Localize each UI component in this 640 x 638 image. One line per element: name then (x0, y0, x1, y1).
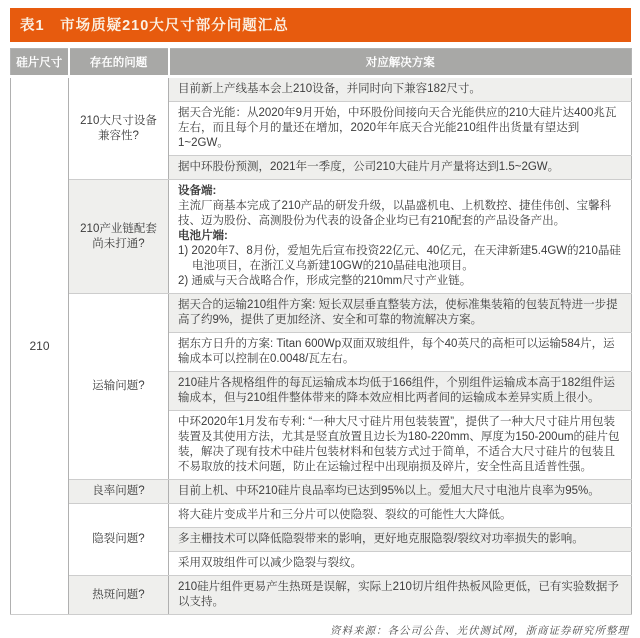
solution-line: 1) 2020年7、8月份，爱旭先后宣布投资22亿元、40亿元，在天津新建5.4GW的210晶硅电池项目，在浙江义乌新建10GW的210晶硅电池项目。 (178, 245, 621, 272)
problem-cell-microcrack: 隐裂问题? (69, 504, 169, 576)
solution-cell: 多主栅技术可以降低隐裂带来的影响，更好地克服隐裂/裂纹对功率损失的影响。 (169, 528, 632, 552)
solution-cell: 目前上机、中环210硅片良品率均已达到95%以上。爱旭大尺寸电池片良率为95%。 (169, 480, 632, 504)
solution-cell: 目前新上产线基本会上210设备，并同时向下兼容182尺寸。 (169, 77, 632, 102)
table-title: 表1 市场质疑210大尺寸部分问题汇总 (20, 18, 289, 34)
table-row (11, 504, 632, 528)
header-solution: 对应解决方案 (169, 49, 632, 77)
solution-cell: 据天合光能：从2020年9月开始，中环股份间接向天合光能供应的210大硅片达400兆瓦左右，而且每个月的量还在增加，2020年年底天合光能210组件出货量有望达到1~2GW。 (169, 102, 632, 156)
solution-cell: 中环2020年1月发布专利: “一种大尺寸硅片用包装装置”，提供了一种大尺寸硅片用包装装置及其使用方法，尤其是竖直放置且边长为180-220mm、厚度为150-200um的硅片包装，解决了现有技术中硅片包装材料和包装方式过于简单，不适合大尺寸硅片的包装且不易取放的技术问题，防止在运输过程中出现崩损及碎片，安全性高且适普性强。 (169, 411, 632, 480)
solution-line: 电池片端: (178, 230, 228, 242)
header-problem: 存在的问题 (69, 49, 169, 77)
solution-cell: 将大硅片变成半片和三分片可以使隐裂、裂纹的可能性大大降低。 (169, 504, 632, 528)
problem-cell-yield: 良率问题? (69, 480, 169, 504)
problem-cell-supply-chain: 210产业链配套尚未打通? (69, 180, 169, 294)
header-row (11, 49, 632, 77)
table-row (11, 180, 632, 294)
solution-line: 主流厂商基本完成了210产品的研发升级，以晶盛机电、上机数控、捷佳伟创、宝馨科技、迈为股份、高测股份为代表的设备企业均已有210配套的产品设备产出。 (178, 200, 612, 227)
wafer-size-cell: 210 (11, 77, 69, 615)
solution-cell: 采用双玻组件可以减少隐裂与裂纹。 (169, 552, 632, 576)
solution-line: 2) 通威与天合战略合作，形成完整的210mm尺寸产业链。 (178, 275, 472, 287)
solution-line: 设备端: (178, 185, 217, 197)
solution-cell: 210硅片各规格组件的每瓦运输成本均低于166组件，个别组件运输成本高于182组件运输成本，但与210组件整体带来的降本效应相比两者间的运输成本差异实质上很小。 (169, 372, 632, 411)
problem-cell-compatibility: 210大尺寸设备兼容性? (69, 77, 169, 180)
table-row (11, 77, 632, 102)
table-row (11, 480, 632, 504)
solution-cell: 据天合的运输210组件方案: 短长双层垂直整装方法，使标准集装箱的包装瓦特进一步提高了约9%，提供了更加经济、安全和可靠的物流解决方案。 (169, 294, 632, 333)
solution-cell: 据中环股份预测，2021年一季度，公司210大硅片月产量将达到1.5~2GW。 (169, 156, 632, 180)
table-row (11, 294, 632, 333)
issues-table (10, 48, 632, 615)
solution-cell (169, 180, 632, 294)
table-title-bar (10, 8, 631, 42)
source-note: 资料来源：各公司公告、光伏测试网，浙商证券研究所整理 (330, 626, 629, 637)
problem-cell-transport: 运输问题? (69, 294, 169, 480)
table-row (11, 576, 632, 615)
header-wafer-size: 硅片尺寸 (11, 49, 69, 77)
solution-cell: 210硅片组件更易产生热斑是误解，实际上210切片组件热板风险更低，已有实验数据予以支持。 (169, 576, 632, 615)
problem-cell-hotspot: 热斑问题? (69, 576, 169, 615)
solution-cell: 据东方日升的方案: Titan 600Wp双面双玻组件，每个40英尺的高柜可以运输584片，运输成本可以控制在0.0048/瓦左右。 (169, 333, 632, 372)
